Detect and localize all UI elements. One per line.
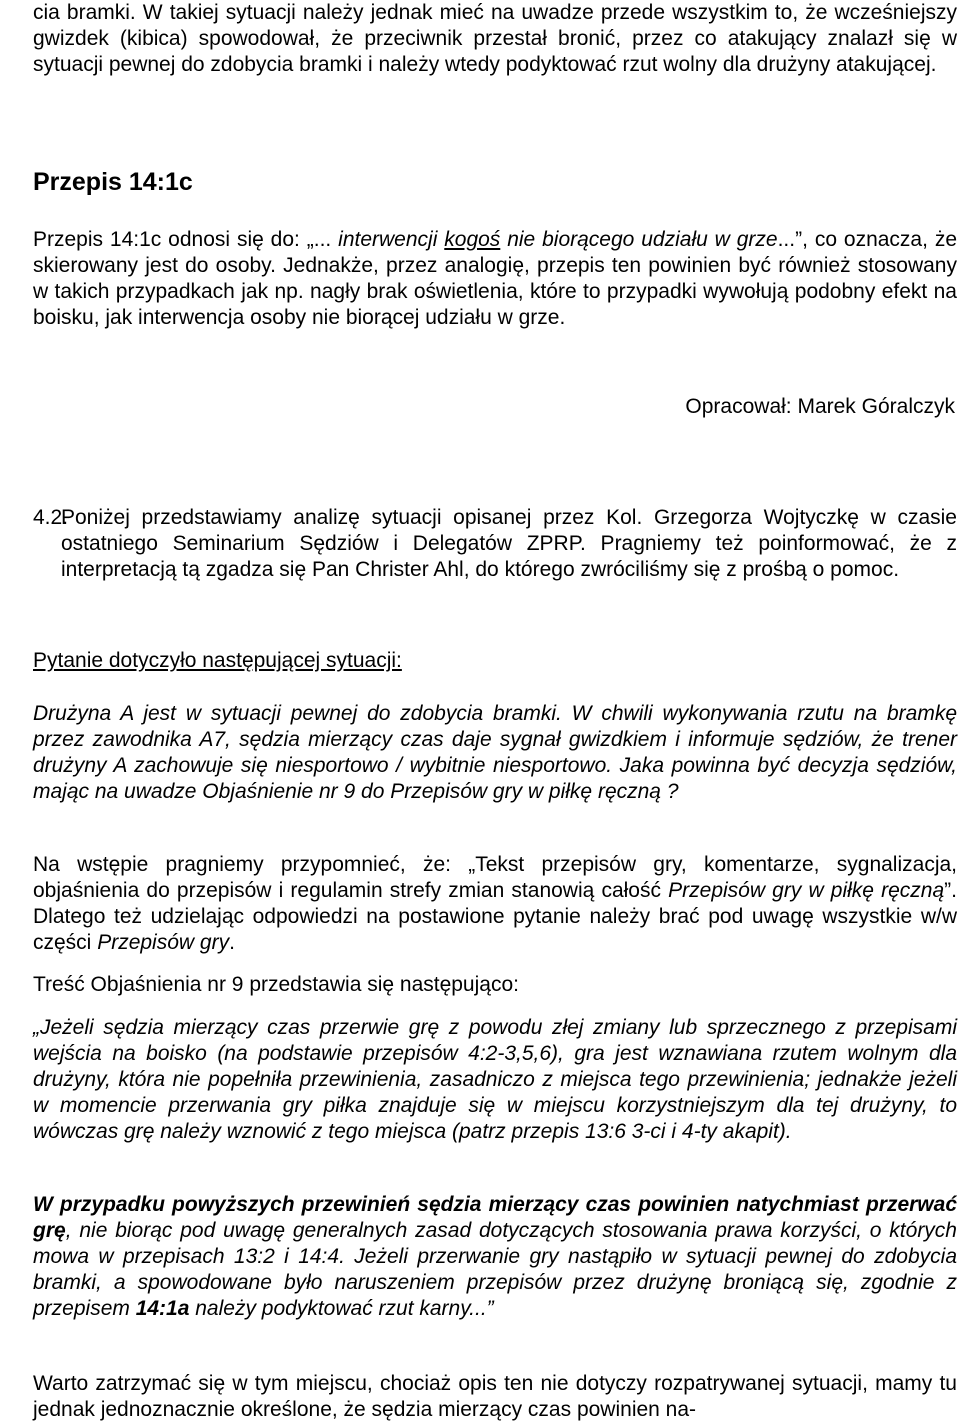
author-signature: Opracował: Marek Góralczyk xyxy=(685,395,955,418)
quote-italic xyxy=(338,228,777,251)
bold-text: 14:1a xyxy=(135,1297,190,1320)
closing-block xyxy=(33,1371,957,1423)
quote2-block xyxy=(33,1192,957,1322)
quote1-text xyxy=(33,1015,957,1145)
text-span: nie biorącego udziału w grze xyxy=(500,228,778,251)
reminder-block xyxy=(33,852,957,956)
question-text xyxy=(33,701,957,805)
underlined-word: kogoś xyxy=(444,228,501,251)
section-number: 4.2. xyxy=(33,506,69,529)
section-intro: Poniżej przedstawiamy analizę sytuacji opisanej przez Kol. Grzegorza Wojtyczkę w czasie ostatniego Seminarium Sędziów i Delegatów ZPRP. Pragniemy też poinformować, że z interpretacją tą zgadza się Pan Christer Ahl, do którego zwróciliśmy się z prośbą o pomoc. xyxy=(61,506,957,581)
italic-text xyxy=(33,1193,957,1320)
content-intro-block xyxy=(33,972,957,998)
bold-text: W przypadku powyższych przewinień sędzia mierzący czas powinien natychmiast przerwać grę xyxy=(33,1193,957,1242)
quote2-text xyxy=(33,1192,957,1322)
text-span: Przepis 14:1c odnosi się do: „... xyxy=(33,228,339,251)
section-heading-14-1c: Przepis 14:1c xyxy=(33,168,193,196)
text-span: należy podyktować rzut karny...” xyxy=(189,1297,494,1320)
text-span: interwencji xyxy=(338,228,445,251)
reminder-text xyxy=(33,852,957,956)
italic-text: Przepisów gry xyxy=(97,931,230,954)
question-heading: Pytanie dotyczyło następującej sytuacji: xyxy=(33,649,402,672)
section-14-1c-paragraph xyxy=(33,227,957,331)
text-span: ”. Dlatego też udzielając odpowiedzi na postawione pytanie należy brać pod uwagę wszystkie w/w części xyxy=(33,879,957,954)
content-intro: Treść Objaśnienia nr 9 przedstawia się następująco: xyxy=(33,973,519,996)
italic-text: Drużyna A jest w sytuacji pewnej do zdobycia bramki. W chwili wykonywania rzutu na bramkę przez zawodnika A7, sędzia mierzący czas daje sygnał gwizdkiem i informuje sędziów, że trener drużyny A zachowuje się niesportowo / wybitnie niesportowo. Jaka powinna być decyzja sędziów, mając na uwadze Objaśnienie nr 9 do Przepisów gry w piłkę ręczną ? xyxy=(33,702,957,803)
text-span: . xyxy=(229,931,235,954)
question-heading-block xyxy=(33,648,957,674)
text-span: ...”, co oznacza, że skierowany jest do osoby. Jednakże, przez analogię, przepis ten powinien być również stosowany w takich przypadkach jak np. nagły brak oświetlenia, które to przypadki wywołują podobny efekt na boisku, jak interwencja osoby nie biorącej udziału w grze. xyxy=(33,228,958,329)
text-span: Na wstępie pragniemy przypomnieć, że: „Tekst przepisów gry, komentarze, sygnalizacja, objaśnienia do przepisów i regulamin strefy zmian stanowią całość xyxy=(33,853,957,902)
text-span: , nie biorąc pod uwagę generalnych zasad dotyczących stosowania prawa korzyści, o których mowa w przepisach 13:2 i 14:4. Jeżeli przerwanie gry nastąpiło w sytuacji pewnej do zdobycia bramki, a spowodowane było naruszeniem przepisów przez drużynę broniącą się, zgodnie z przepisem xyxy=(33,1219,957,1320)
question-block xyxy=(33,701,957,805)
top-paragraph xyxy=(33,0,957,78)
section-4-2 xyxy=(33,505,957,583)
closing-text: Warto zatrzymać się w tym miejscu, chociaż opis ten nie dotyczy rozpatrywanej sytuacji, mamy tu jednak jednoznacznie określone, że sędzia mierzący czas powinien na- xyxy=(33,1372,957,1421)
paragraph-text xyxy=(33,227,957,331)
italic-text: Przepisów gry w piłkę ręczną xyxy=(668,879,945,902)
paragraph-text: cia bramki. W takiej sytuacji należy jednak mieć na uwadze przede wszystkim to, że wcześniejszy gwizdek (kibica) spowodował, że przeciwnik przestał bronić, przez co atakujący znalazł się w sytuacji pewnej do zdobycia bramki i należy wtedy podyktować rzut wolny dla drużyny atakującej. xyxy=(33,1,957,76)
italic-text: „Jeżeli sędzia mierzący czas przerwie grę z powodu złej zmiany lub sprzecznego z przepisami wejścia na boisko (na podstawie przepisów 4:2-3,5,6), gra jest wznawiana rzutem wolnym dla drużyny, która nie popełniła przewinienia, zasadniczo z miejsca tego przewinienia; jednakże jeżeli w momencie przerwania gry piłka znajduje się w miejscu korzystniejszym dla tej drużyny, to wówczas grę należy wznowić z tego miejsca (patrz przepis 13:6 3-ci i 4-ty akapit). xyxy=(33,1016,957,1143)
quote1-block xyxy=(33,1015,957,1145)
